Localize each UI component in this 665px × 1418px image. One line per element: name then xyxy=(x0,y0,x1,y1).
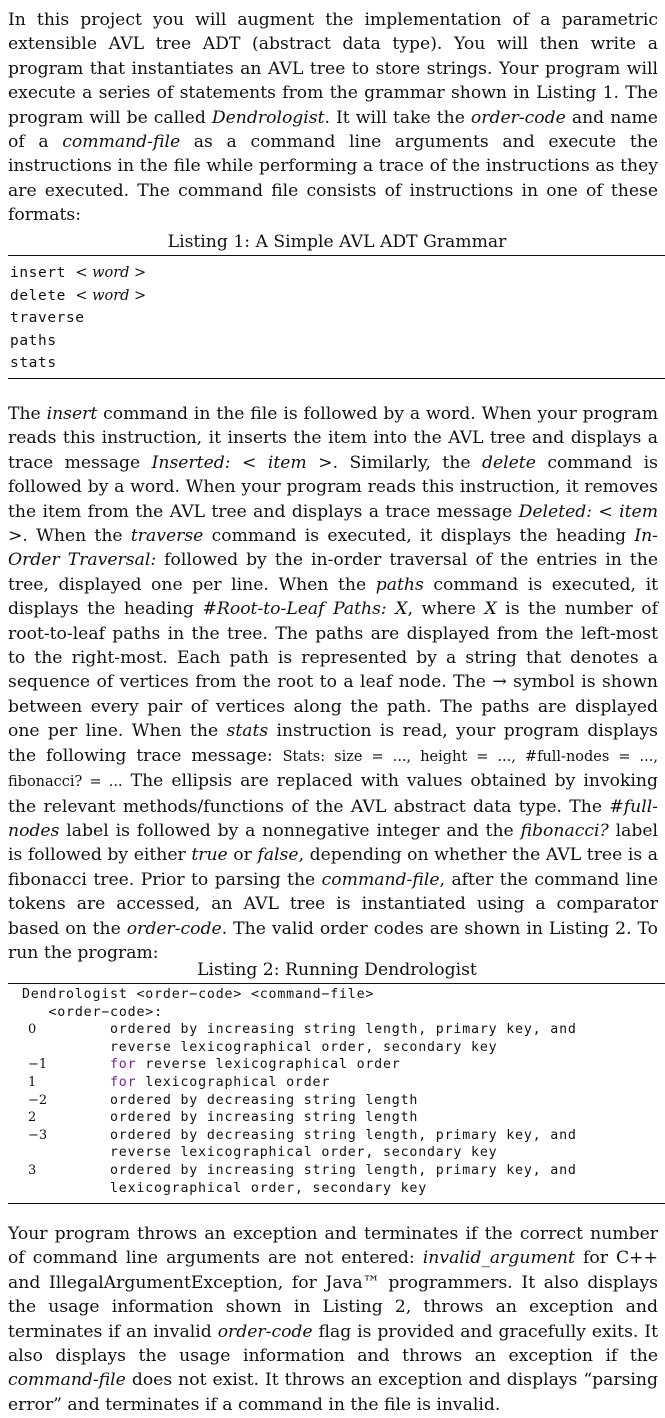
listing1-bottom-rule xyxy=(8,378,665,379)
description-text: reverse lexicographical order, secondary key xyxy=(110,1039,498,1055)
term-inorder: In-Order Traversal: xyxy=(8,526,658,571)
text: label is followed by either xyxy=(8,820,658,866)
term-root-to-leaf: #Root-to-Leaf Paths: X xyxy=(202,599,408,620)
order-code-row xyxy=(22,1127,662,1162)
text: or xyxy=(227,845,258,866)
code-arg: < word > xyxy=(75,265,147,281)
text: command in the file is followed by a word. When your program reads this instruction, it inserts the item into the AVL tree and displays a trace message xyxy=(8,404,658,473)
text: for C++ and IllegalArgumentException, for Java™ programmers. It also displays the usage information shown in Listing 2, throws an exception and terminates if an invalid xyxy=(8,1248,658,1342)
text: label is followed by a nonnegative integer and the xyxy=(59,820,521,841)
code-line xyxy=(10,330,146,353)
description-text: reverse lexicographical order xyxy=(145,1057,401,1073)
description-line xyxy=(110,1162,662,1180)
term-false: false xyxy=(257,845,299,866)
listing2-top-rule xyxy=(8,983,665,984)
code-cmd: paths xyxy=(10,332,57,349)
text: flag is provided and gracefully exits. It also displays the usage information and throws an exception if the xyxy=(8,1321,658,1367)
listing1-code xyxy=(10,262,146,375)
keyword-for: for xyxy=(110,1057,137,1073)
text: is the number of root-to-leaf paths in the tree. The paths are displayed from the left-most to the right-most. Each path is represented by a string that denotes a sequence of vertices from the root to a leaf node. The → symbol is shown between every pair of vertices along the path. The paths are displayed one per line. When the xyxy=(8,599,659,742)
text: instruction is read, your program displays the following trace message: xyxy=(8,721,658,766)
order-code-value: −1 xyxy=(28,1057,48,1073)
order-code-value: 2 xyxy=(28,1110,37,1126)
term-insert: insert xyxy=(46,404,98,424)
stats-message: Stats: size = ..., height = ..., #full-nodes = ..., fibonacci? = ... xyxy=(8,748,658,791)
term-delete: delete xyxy=(481,452,536,473)
text: . It will take the xyxy=(324,107,471,128)
text: followed by the in-order traversal of the entries in the tree, displayed one per line. When the xyxy=(8,550,658,595)
description-text: ordered by decreasing string length xyxy=(110,1092,419,1108)
order-code-value: −2 xyxy=(28,1092,48,1108)
description-line xyxy=(110,1039,662,1057)
order-code-value: −3 xyxy=(28,1127,48,1143)
code-cmd: stats xyxy=(10,355,57,372)
code-cmd: delete xyxy=(10,287,76,304)
code-cmd: traverse xyxy=(10,310,85,327)
description-line xyxy=(110,1109,662,1127)
text: . The valid order codes are shown in Listing 2. To run the program: xyxy=(8,918,658,963)
order-code-header: <order−code>: xyxy=(22,1004,163,1020)
term-order-code: order-code xyxy=(217,1321,313,1342)
text: command is followed by a word. When your program reads this instruction, it removes the item from the AVL tree and displays a trace message xyxy=(8,452,658,522)
description-line xyxy=(110,1092,662,1110)
description-text: ordered by increasing string length, primary key, and xyxy=(110,1162,577,1178)
order-code-description xyxy=(110,1056,662,1074)
text: as a command line arguments and execute the instructions in the file while performing a trace of the instructions as they are executed. The command file consists of instructions in one of these formats: xyxy=(8,132,658,226)
order-code-row xyxy=(22,1021,662,1056)
program-name: Dendrologist xyxy=(211,107,325,128)
commands-paragraph xyxy=(8,402,658,965)
order-code-description xyxy=(110,1109,662,1127)
order-code-value: 3 xyxy=(28,1162,37,1178)
description-text: ordered by decreasing string length, primary key, and xyxy=(110,1127,577,1143)
order-code-description xyxy=(110,1162,662,1197)
usage-line: Dendrologist <order−code> <command−file> xyxy=(22,987,375,1002)
text: command is executed, it displays the heading xyxy=(203,526,635,547)
listing2-bottom-rule xyxy=(8,1203,665,1204)
code-line xyxy=(10,307,146,330)
listing1-caption: Listing 1: A Simple AVL ADT Grammar xyxy=(167,232,507,252)
order-code-value: 1 xyxy=(28,1074,37,1090)
term-command-file: command-file xyxy=(62,132,181,153)
term-fibonacci: fibonacci? xyxy=(520,820,609,841)
description-line xyxy=(110,1056,662,1074)
text: , after the command line tokens are accessed, an AVL tree is instantiated using a comparator based on the xyxy=(8,869,658,939)
term-paths: paths xyxy=(375,574,424,595)
description-line xyxy=(110,1074,662,1092)
order-code-row xyxy=(22,1162,662,1197)
listing2-code xyxy=(22,986,662,1197)
term-command-file: command-file xyxy=(8,1370,126,1391)
term-inserted: Inserted: < item > xyxy=(151,452,333,473)
description-line xyxy=(110,1127,662,1145)
order-code-table xyxy=(22,1021,662,1197)
description-text: reverse lexicographical order, secondary key xyxy=(110,1145,498,1161)
description-text: lexicographical order, secondary key xyxy=(110,1180,427,1196)
order-code-row xyxy=(22,1109,662,1127)
text: Your program throws an exception and terminates if the correct number of command line arguments are not entered: xyxy=(8,1224,658,1269)
term-invalid-argument: invalid_argument xyxy=(422,1248,575,1269)
term-true: true xyxy=(191,845,228,866)
text: , depending on whether the AVL tree is a fibonacci tree. Prior to parsing the xyxy=(8,845,658,890)
description-line xyxy=(110,1021,662,1039)
term-full-nodes: #full-nodes xyxy=(8,796,658,841)
description-text: lexicographical order xyxy=(145,1074,331,1090)
code-arg: < word > xyxy=(75,287,147,304)
term-order-code: order-code xyxy=(470,107,566,128)
order-code-row xyxy=(22,1056,662,1074)
term-deleted: Deleted: < item > xyxy=(8,501,658,547)
code-line xyxy=(10,262,146,285)
description-text: ordered by increasing string length, primary key, and xyxy=(110,1022,577,1038)
description-line xyxy=(110,1144,662,1162)
order-code-value: 0 xyxy=(28,1022,37,1038)
errors-paragraph xyxy=(8,1222,658,1417)
term-command-file: command-file xyxy=(321,869,440,890)
order-code-row xyxy=(22,1074,662,1092)
order-code-description xyxy=(110,1127,662,1162)
text: In this project you will augment the implementation of a parametric extensible AVL tree ADT (abstract data type). You will then write a program that instantiates an AVL tree to store strings. Your program will execute a series of statements from the grammar shown in Listing 1. The program will be called xyxy=(8,10,658,128)
term-order-code: order-code xyxy=(126,918,222,939)
term-x: X xyxy=(484,599,497,620)
code-cmd: insert xyxy=(10,265,76,281)
order-code-description xyxy=(110,1074,662,1092)
order-code-description xyxy=(110,1092,662,1110)
description-text: ordered by increasing string length xyxy=(110,1110,419,1126)
text: , where xyxy=(407,599,485,620)
text: . Similarly, the xyxy=(332,452,482,473)
order-code-row xyxy=(22,1092,662,1110)
term-traverse: traverse xyxy=(130,526,204,547)
listing2-caption: Listing 2: Running Dendrologist xyxy=(197,960,477,980)
code-line xyxy=(10,352,146,375)
order-code-description xyxy=(110,1021,662,1056)
description-line xyxy=(110,1180,662,1198)
keyword-for: for xyxy=(110,1074,137,1090)
text: command is executed, it displays the heading xyxy=(8,574,658,620)
code-line xyxy=(10,285,146,308)
text: . When the xyxy=(22,526,131,547)
term-stats: stats xyxy=(226,721,269,742)
text: The xyxy=(8,404,47,424)
text: and name of a xyxy=(8,107,658,153)
intro-paragraph xyxy=(8,8,658,228)
text: does not exist. It throws an exception and displays “parsing error” and terminates if a command in the file is invalid. xyxy=(8,1370,658,1415)
text: The ellipsis are replaced with values obtained by invoking the relevant methods/functions of the AVL abstract data type. The xyxy=(8,771,659,817)
listing1-top-rule xyxy=(8,255,665,256)
